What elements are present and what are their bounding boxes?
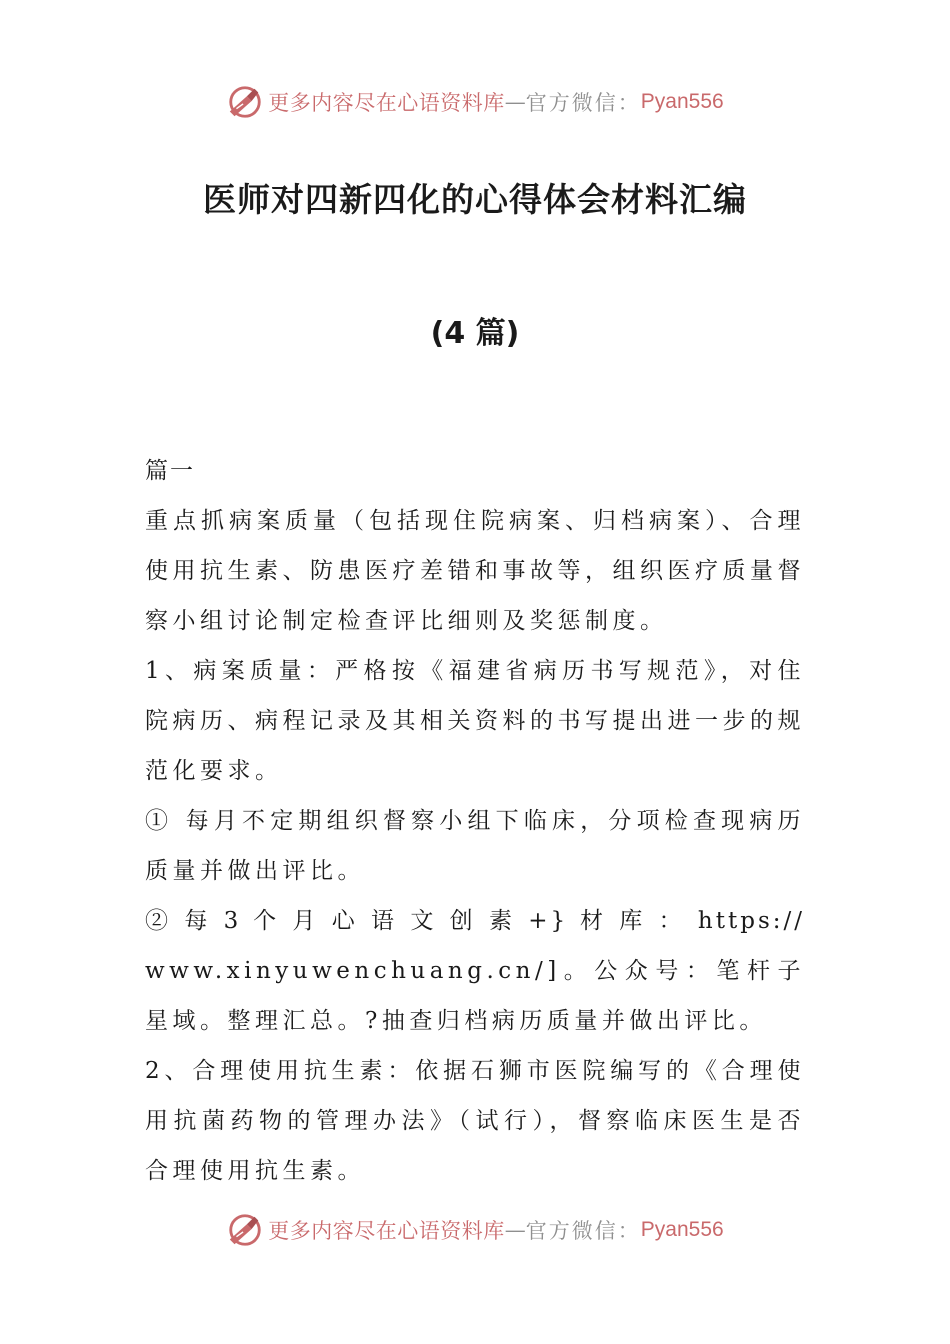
pen-logo-icon [226, 83, 264, 121]
banner-separator: — [504, 90, 526, 114]
banner-text: 更多内容尽在心语资料库 [268, 1219, 505, 1243]
banner-wechat-label: 官方微信： [525, 91, 641, 115]
banner-wechat-id: Pyan556 [640, 1218, 724, 1241]
banner-wechat-label: 官方微信： [525, 1219, 641, 1243]
banner-separator: — [504, 1218, 526, 1242]
header-banner [0, 80, 950, 124]
banner-text: 更多内容尽在心语资料库 [268, 91, 505, 115]
document-body [145, 446, 805, 1196]
paragraph: 重点抓病案质量（包括现住院病案、归档病案）、合理使用抗生素、防患医疗差错和事故等，组织医疗质量督察小组讨论制定检查评比细则及奖惩制度。 [145, 508, 805, 634]
paragraph: www.xinyuwenchuang.cn/]。公众号：笔杆子星域。整理汇总。?抽查归档病历质量并做出评比。 [145, 958, 805, 1034]
document-subtitle: (4 篇) [430, 316, 520, 351]
banner-wechat-id: Pyan556 [640, 90, 724, 113]
paragraph: 2、合理使用抗生素：依据石狮市医院编写的《合理使用抗菌药物的管理办法》（试行），督察临床医生是否合理使用抗生素。 [145, 1058, 805, 1184]
footer-banner [0, 1208, 950, 1252]
paragraph: ② 每 3 个 月 心 语 文 创 素 +} 材 库 ： https:// [145, 908, 805, 934]
paragraph: 1、病案质量：严格按《福建省病历书写规范》，对住院病历、病程记录及其相关资料的书写提出进一步的规范化要求。 [145, 658, 805, 784]
document-title: 医师对四新四化的心得体会材料汇编 [203, 180, 747, 219]
section-heading: 篇一 [145, 458, 195, 484]
paragraph: ① 每月不定期组织督察小组下临床，分项检查现病历质量并做出评比。 [145, 808, 805, 884]
pen-logo-icon [226, 1211, 264, 1249]
